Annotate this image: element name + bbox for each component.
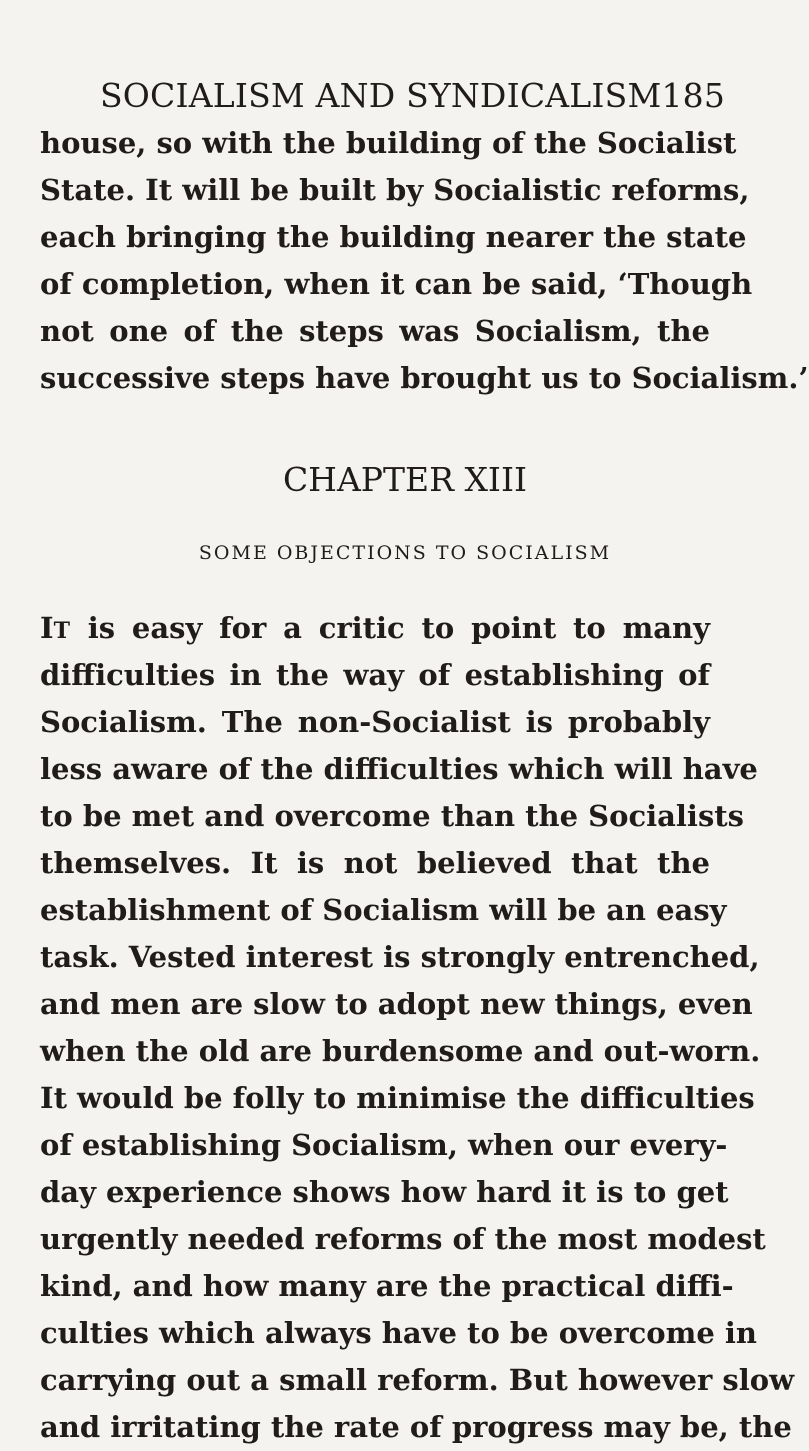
text-line: of establishing Socialism, when our every- bbox=[40, 1128, 728, 1162]
chapter-subtitle: SOME OBJECTIONS TO SOCIALISM bbox=[198, 542, 612, 564]
text-line: of completion, when it can be said, ‘Though bbox=[40, 267, 753, 301]
text-line: State. It will be built by Socialistic reforms, bbox=[40, 173, 750, 207]
text-line: to be met and overcome than the Socialists bbox=[40, 799, 745, 833]
text-line: and irritating the rate of progress may be, the bbox=[40, 1410, 792, 1444]
text-line: themselves. It is not believed that the bbox=[40, 846, 710, 880]
first-line-text: is easy for a critic to point to many bbox=[70, 611, 710, 645]
text-line: Socialism. The non-Socialist is probably bbox=[40, 705, 710, 739]
text-line: culties which always have to be overcome in bbox=[40, 1316, 757, 1350]
continued-paragraph bbox=[40, 120, 809, 402]
text-line: urgently needed reforms of the most modest bbox=[40, 1222, 766, 1256]
initial-smallcap: T bbox=[53, 618, 71, 644]
text-line: house, so with the building of the Socialist bbox=[40, 126, 737, 160]
text-line: each bringing the building nearer the state bbox=[40, 220, 747, 254]
text-line: kind, and how many are the practical diffi- bbox=[40, 1269, 734, 1303]
text-line: and men are slow to adopt new things, even bbox=[40, 987, 753, 1021]
text-line: establishment of Socialism will be an easy bbox=[40, 893, 727, 927]
text-line: day experience shows how hard it is to get bbox=[40, 1175, 729, 1209]
text-line: task. Vested interest is strongly entrenched, bbox=[40, 940, 760, 974]
chapter-title: CHAPTER XIII bbox=[282, 460, 528, 499]
initial-letter: I bbox=[40, 611, 54, 645]
page-number: 185 bbox=[661, 76, 726, 115]
text-line: not one of the steps was Socialism, the bbox=[40, 314, 710, 348]
body-paragraph bbox=[40, 605, 795, 1451]
text-line: carrying out a small reform. But however slow bbox=[40, 1363, 795, 1397]
text-line: It would be folly to minimise the difficulties bbox=[40, 1081, 755, 1115]
text-line: less aware of the difficulties which will have bbox=[40, 752, 758, 786]
text-line: when the old are burdensome and out-worn. bbox=[40, 1034, 761, 1068]
text-line: successive steps have brought us to Socialism.’ bbox=[40, 361, 809, 395]
running-head bbox=[100, 76, 726, 116]
text-line: difficulties in the way of establishing of bbox=[40, 658, 710, 692]
running-title: SOCIALISM AND SYNDICALISM bbox=[100, 76, 662, 115]
text-line-first bbox=[40, 605, 710, 652]
